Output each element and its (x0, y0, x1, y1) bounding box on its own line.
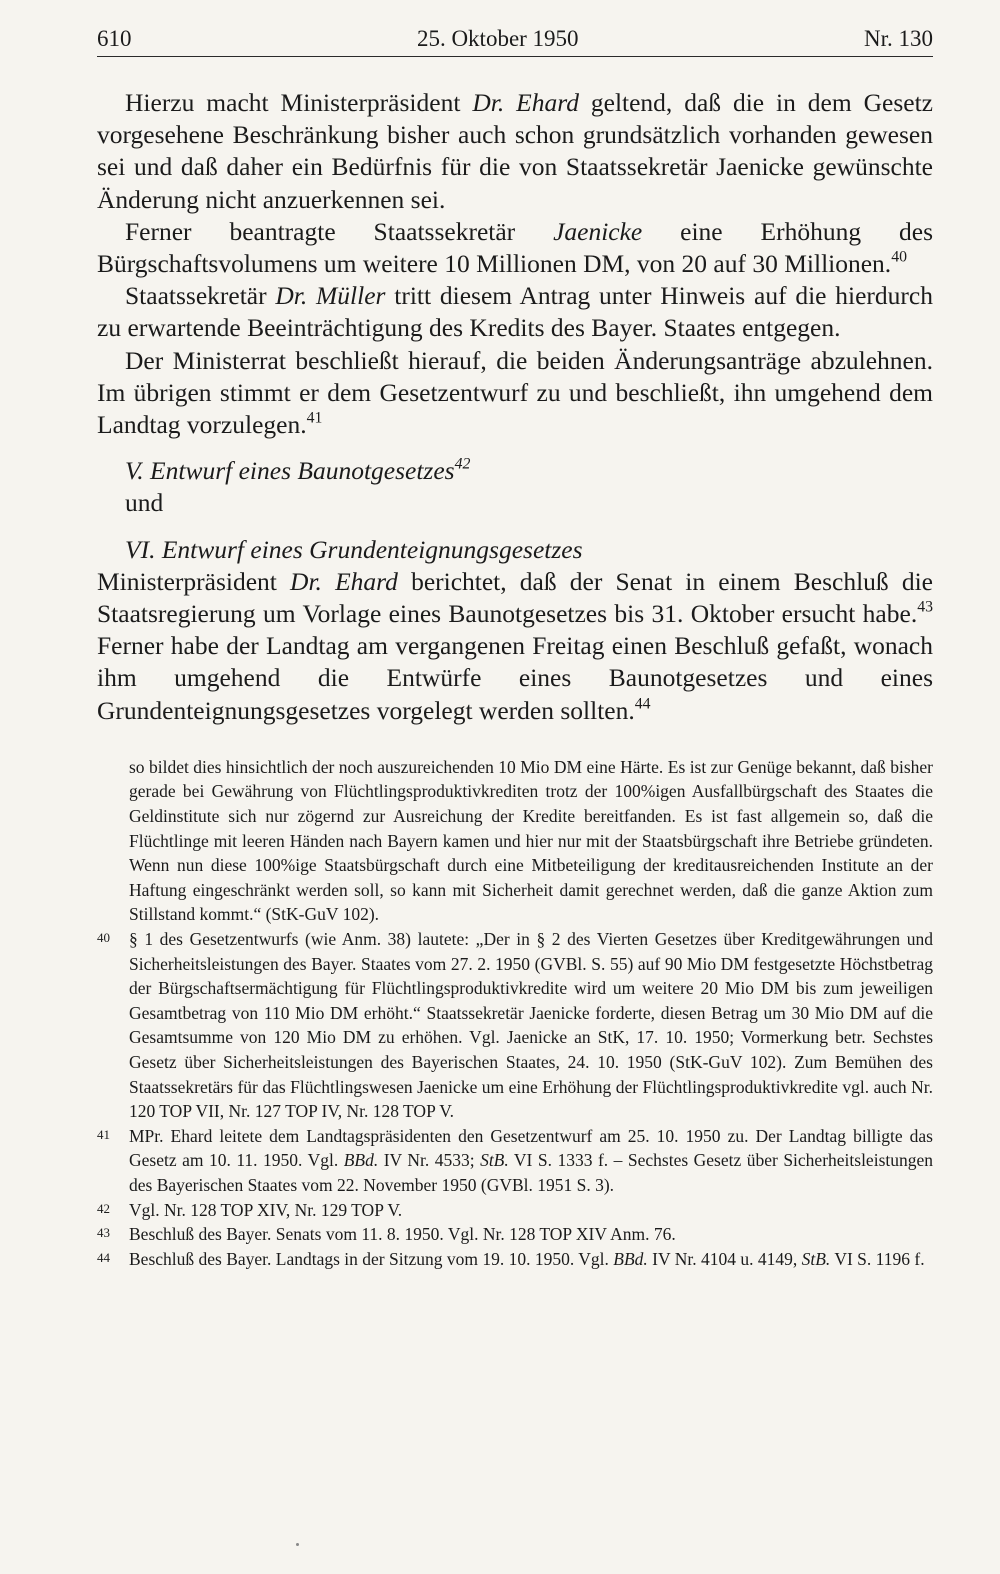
page-header (97, 22, 933, 56)
footnote-ref: 40 (891, 248, 907, 266)
footnote-40 (97, 927, 933, 1124)
footnote-number: 43 (97, 1225, 110, 1241)
header-rule (97, 56, 933, 57)
heading-connector: und (125, 488, 164, 518)
footnote-number: 44 (97, 1249, 110, 1265)
section-heading-vi: VI. Entwurf eines Grundenteignungsgesetzes (125, 534, 583, 564)
footnote-ref: 43 (917, 598, 933, 616)
footnote-41 (97, 1124, 933, 1198)
footnote-text: Vgl. Nr. 128 TOP XIV, Nr. 129 TOP V. (129, 1199, 403, 1220)
person-name: Dr. Ehard (472, 88, 579, 117)
section-heading-v: V. Entwurf eines Baunotgesetzes$^{42}$ (125, 455, 471, 486)
person-name: Jaenicke (553, 216, 643, 246)
paragraph-5: Ministerpräsident Dr. Ehard berichtet, daß der Senat in einem Beschluß die Staatsregierung um Vorlage eines Baunotgesetzes bis 31. Oktober ersucht habe.$^{43}$ Ferner habe der Landtag am vergangenen Freitag einen Beschluß gefaßt, wonach ihm umgehend die Entwürfe eines Baunotgesetzes und eines Grundenteignungsgesetzes vorgelegt werden sollten.$^{44}$ (97, 566, 933, 725)
paragraph-4: Der Ministerrat beschließt hierauf, die beiden Änderungsanträge abzulehnen. Im übrigen stimmt er dem Gesetzentwurf zu und beschließt, ihn umgehend dem Landtag vorzulegen.$^{41}$ (97, 345, 933, 440)
person-name: Dr. Müller (275, 281, 386, 311)
footnote-43 (97, 1222, 933, 1247)
paragraph-3: Staatssekretär Dr. Müller tritt diesem Antrag unter Hinweis auf die hierdurch zu erwartende Beeinträchtigung des Kredits des Bayer. Staates entgegen. (97, 281, 933, 343)
header-date: 25. Oktober 1950 (416, 26, 579, 51)
person-name: Dr. Ehard (290, 566, 398, 596)
footnote-text: § 1 des Gesetzentwurfs (wie Anm. 38) lautete: „Der in § 2 des Vierten Gesetzes über Kreditgewährungen und Sicherheitsleistungen des Bayer. Staates vom 27. 2. 1950 (GVBl. S. 55) auf 90 Mio DM festgesetzte Höchstbetrag der Bürgschaftsermächtigung für Flüchtlingsproduktivkredite wird um weitere 20 Mio DM bis zum jeweiligen Gesamtbetrag von 110 Mio DM erhöht.“ Staatssekretär Jaenicke forderte, diesen Betrag um 30 Mio DM auf die Gesamtsumme von 120 Mio DM zu erhöhen. Vgl. Jaenicke an StK, 17. 10. 1950; Vormerkung betr. Sechstes Gesetz über Sicherheitsleistungen des Bayerischen Staates, 24. 10. 1950 (StK-GuV 102). Zum Bemühen des Staatssekretärs für das Flüchtlingswesen Jaenicke um eine Erhöhung der Flüchtlingsproduktivkredite vgl. auch Nr. 120 TOP VII, Nr. 127 TOP IV, Nr. 128 TOP V. (129, 929, 933, 1122)
footnote-ref: 44 (634, 695, 651, 713)
header-issue: Nr. 130 (864, 26, 933, 51)
footnote-number: 42 (97, 1200, 110, 1216)
footnote-42 (97, 1198, 933, 1223)
footnote-text: Beschluß des Bayer. Landtags in der Sitzung vom 19. 10. 1950. Vgl. BBd. IV Nr. 4104 u. 4149, StB. VI S. 1196 f. (129, 1248, 925, 1269)
footnote-44 (97, 1247, 933, 1272)
footnotes (97, 755, 933, 1271)
paragraph-2: Ferner beantragte Staatssekretär Jaenicke eine Erhöhung des Bürgschaftsvolumens um weitere 10 Millionen DM, von 20 auf 30 Millionen.$^{40}$ (97, 216, 933, 279)
document-page (97, 22, 933, 1271)
footnote-ref: 41 (306, 409, 323, 427)
footnote-ref: 42 (454, 455, 471, 473)
footnote-continuation: so bildet dies hinsichtlich der noch auszureichenden 10 Mio DM eine Härte. Es ist zur Genüge bekannt, daß bisher gerade bei Gewährung von Flüchtlingsproduktivkrediten trotz der 100%igen Ausfallbürgschaft des Staates die Geldinstitute sich nur zögernd zur Ausreichung der Kredite bereitfanden. Es ist fast allgemein so, daß die Flüchtlinge mit leeren Händen nach Bayern kamen und hier nur mit der Staatsbürgschaft ihre Betriebe gründeten. Wenn nun diese 100%ige Staatsbürgschaft durch eine Mitbeteiligung der kreditausreichenden Institute an der Haftung eingeschränkt werden soll, so kann mit Sicherheit damit gerechnet werden, daß die ganze Aktion zum Stillstand kommt.“ (StK-GuV 102). (129, 756, 933, 925)
footnote-text: Beschluß des Bayer. Senats vom 11. 8. 1950. Vgl. Nr. 128 TOP XIV Anm. 76. (129, 1224, 676, 1245)
body-text (97, 87, 933, 727)
footnote-number: 40 (97, 930, 110, 946)
footnote-text: MPr. Ehard leitete dem Landtagspräsidenten den Gesetzentwurf am 25. 10. 1950 zu. Der Landtag billigte das Gesetz am 10. 11. 1950. Vgl. BBd. IV Nr. 4533; StB. VI S. 1333 f. – Sechstes Gesetz über Sicherheitsleistungen des Bayerischen Staates vom 22. November 1950 (GVBl. 1951 S. 3). (129, 1125, 934, 1195)
footnote-number: 41 (97, 1126, 110, 1142)
page-number: 610 (97, 26, 132, 51)
print-speck (296, 1543, 299, 1546)
paragraph-1: Hierzu macht Ministerpräsident Dr. Ehard geltend, daß die in dem Gesetz vorgesehene Beschränkung bisher auch schon grundsätzlich vorhanden gewesen sei und daß daher ein Bedürfnis für die von Staatssekretär Jaenicke gewünschte Änderung nicht anzuerkennen sei. (97, 88, 933, 214)
